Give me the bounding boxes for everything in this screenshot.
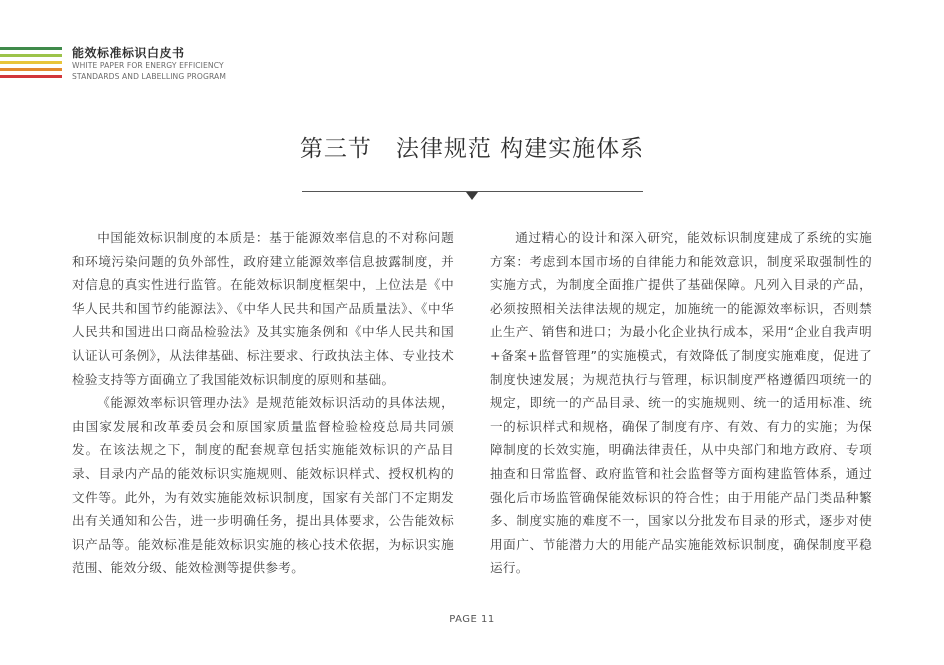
stripe-3 — [0, 61, 62, 64]
stripe-1 — [0, 47, 62, 50]
stripe-4 — [0, 68, 62, 71]
header-title: 能效标准标识白皮书 — [72, 46, 185, 60]
left-column — [72, 226, 454, 580]
left-paragraph-2: 《能源效率标识管理办法》是规范能效标识活动的具体法规，由国家发展和改革委员会和原国家质量监督检验检疫总局共同颁发。在该法规之下，制度的配套规章包括实施能效标识的产品目录、目录内产品的能效标识实施规则、能效标识样式、授权机构的文件等。此外，为有效实施能效标识制度，国家有关部门不定期发出有关通知和公告，进一步明确任务，提出具体要求，公告能效标识产品等。能效标准是能效标识实施的核心技术依据，为标识实施范围、能效分级、能效检测等提供参考。 — [72, 395, 454, 576]
left-paragraph-1: 中国能效标识制度的本质是：基于能源效率信息的不对称问题和环境污染问题的负外部性，政府建立能源效率信息披露制度，并对信息的真实性进行监管。在能效标识制度框架中，上位法是《中华人民共和国节约能源法》、《中华人民共和国产品质量法》、《中华人民共和国进出口商品检验法》及其实施条例和《中华人民共和国认证认可条例》，从法律基础、标注要求、行政执法主体、专业技术检验支持等方面确立了我国能效标识制度的原则和基础。 — [72, 230, 454, 387]
header-color-stripes — [0, 47, 62, 82]
right-paragraph-1: 通过精心的设计和深入研究，能效标识制度建成了系统的实施方案：考虑到本国市场的自律能力和能效意识，制度采取强制性的实施方式，为制度全面推广提供了基础保障。凡列入目录的产品，必须按照相关法律法规的规定，加施统一的能源效率标识，否则禁止生产、销售和进口；为最小化企业执行成本，采用“企业自我声明+备案+监督管理”的实施模式，有效降低了制度实施难度，促进了制度快速发展；为规范执行与管理，标识制度严格遵循四项统一的规定，即统一的产品目录、统一的实施规则、统一的适用标准、统一的标识样式和规格，确保了制度有序、有效、有力的实施；为保障制度的长效实施，明确法律责任，从中央部门和地方政府、专项抽查和日常监督、政府监管和社会监督等方面构建监管体系，通过强化后市场监管确保能效标识的符合性；由于用能产品门类品种繁多、制度实施的难度不一，国家以分批发布目录的形式，逐步对使用面广、节能潜力大的用能产品实施能效标识制度，确保制度平稳运行。 — [490, 230, 872, 576]
header-subtitle-line2: STANDARDS AND LABELLING PROGRAM — [72, 71, 226, 81]
title-divider-triangle-icon — [466, 192, 478, 200]
page-number: PAGE 11 — [449, 614, 495, 625]
running-header — [72, 45, 226, 82]
right-column — [490, 226, 872, 580]
stripe-5 — [0, 75, 62, 78]
stripe-2 — [0, 54, 62, 57]
section-title: 第三节 法律规范 构建实施体系 — [299, 136, 645, 162]
header-subtitle-line1: WHITE PAPER FOR ENERGY EFFICIENCY — [72, 61, 224, 70]
